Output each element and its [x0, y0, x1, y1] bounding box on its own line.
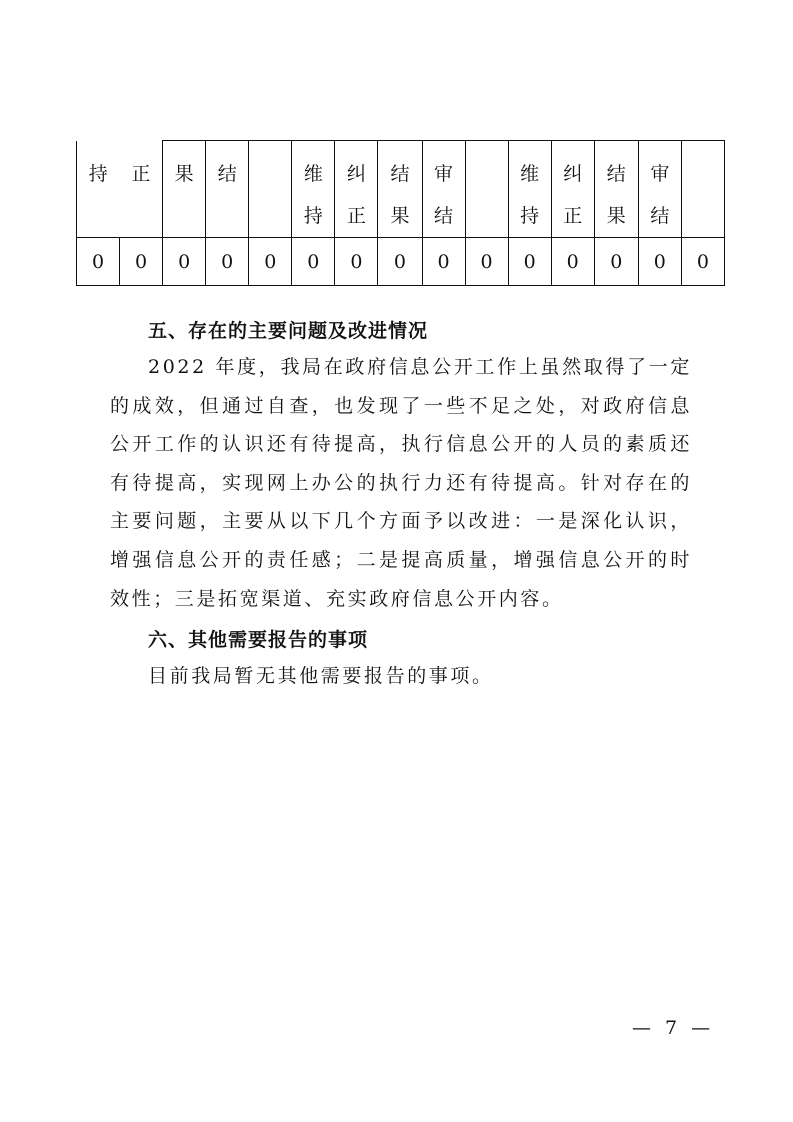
- table-header-row: [77, 141, 725, 238]
- table-value-row: [77, 238, 725, 286]
- section-6-heading: 六、其他需要报告的事项: [148, 629, 369, 651]
- table-header-cell: [292, 141, 335, 238]
- table-header-cell: [163, 141, 206, 238]
- table-value-cell: 0: [551, 238, 594, 286]
- header-char: 持: [303, 205, 323, 227]
- table-value-cell: 0: [292, 238, 335, 286]
- header-char: 结: [650, 205, 670, 227]
- table-header-cell: [508, 141, 551, 238]
- table-value-cell: 0: [465, 238, 508, 286]
- header-char: 结: [390, 163, 410, 185]
- table-header-cell: [422, 141, 465, 238]
- header-char: 果: [606, 205, 626, 227]
- header-char: 正: [131, 162, 151, 185]
- table-header-cell: [378, 141, 422, 238]
- table-header-cell: [594, 141, 638, 238]
- header-char: 果: [390, 205, 410, 227]
- table-value-cell: 0: [120, 238, 163, 286]
- table-header-cell: [206, 141, 249, 238]
- section-5-heading: 五、存在的主要问题及改进情况: [148, 320, 429, 342]
- header-char: 审: [434, 163, 454, 185]
- table-value-cell: 0: [206, 238, 249, 286]
- table-value-cell: 0: [594, 238, 638, 286]
- header-char: 持: [520, 205, 540, 227]
- header-char: 纠: [563, 163, 583, 185]
- table-header-cell: [77, 141, 120, 238]
- table-header-cell: [120, 141, 163, 238]
- table-header-cell: [638, 141, 681, 238]
- table-header-cell: [465, 141, 508, 238]
- table-header-cell: [249, 141, 292, 238]
- table-header-cell: [681, 141, 724, 238]
- header-char: 正: [563, 205, 583, 227]
- header-char: 结: [217, 163, 237, 185]
- table-value-cell: 0: [77, 238, 120, 286]
- table-header-cell: [551, 141, 594, 238]
- header-char: 纠: [346, 163, 366, 185]
- table-value-cell: 0: [681, 238, 724, 286]
- table-value-cell: 0: [638, 238, 681, 286]
- appeal-statistics-table: [76, 140, 725, 286]
- table-value-cell: 0: [163, 238, 206, 286]
- header-char: 维: [520, 163, 540, 185]
- header-char: 结: [606, 163, 626, 185]
- header-char: 结: [434, 205, 454, 227]
- page-number: — 7 —: [632, 1017, 715, 1039]
- header-char: 审: [650, 163, 670, 185]
- header-char: 维: [303, 163, 323, 185]
- table-value-cell: 0: [422, 238, 465, 286]
- header-char: 正: [346, 205, 366, 227]
- table-value-cell: 0: [249, 238, 292, 286]
- table-value-cell: 0: [378, 238, 422, 286]
- section-5-paragraph: 2022 年度，我局在政府信息公开工作上虽然取得了一定的成效，但通过自查，也发现了一些不足之处，对政府信息公开工作的认识还有待提高，执行信息公开的人员的素质还有待提高，实现网上办公的执行力还有待提高。针对存在的主要问题，主要从以下几个方面予以改进：一是深化认识，增强信息公开的责任感；二是提高质量，增强信息公开的时效性；三是拓宽渠道、充实政府信息公开内容。: [110, 356, 692, 610]
- table-value-cell: 0: [508, 238, 551, 286]
- header-char: 持: [88, 162, 108, 185]
- table-header-cell: [335, 141, 378, 238]
- header-char: 果: [174, 163, 194, 185]
- table-value-cell: 0: [335, 238, 378, 286]
- section-6-paragraph: 目前我局暂无其他需要报告的事项。: [148, 665, 494, 687]
